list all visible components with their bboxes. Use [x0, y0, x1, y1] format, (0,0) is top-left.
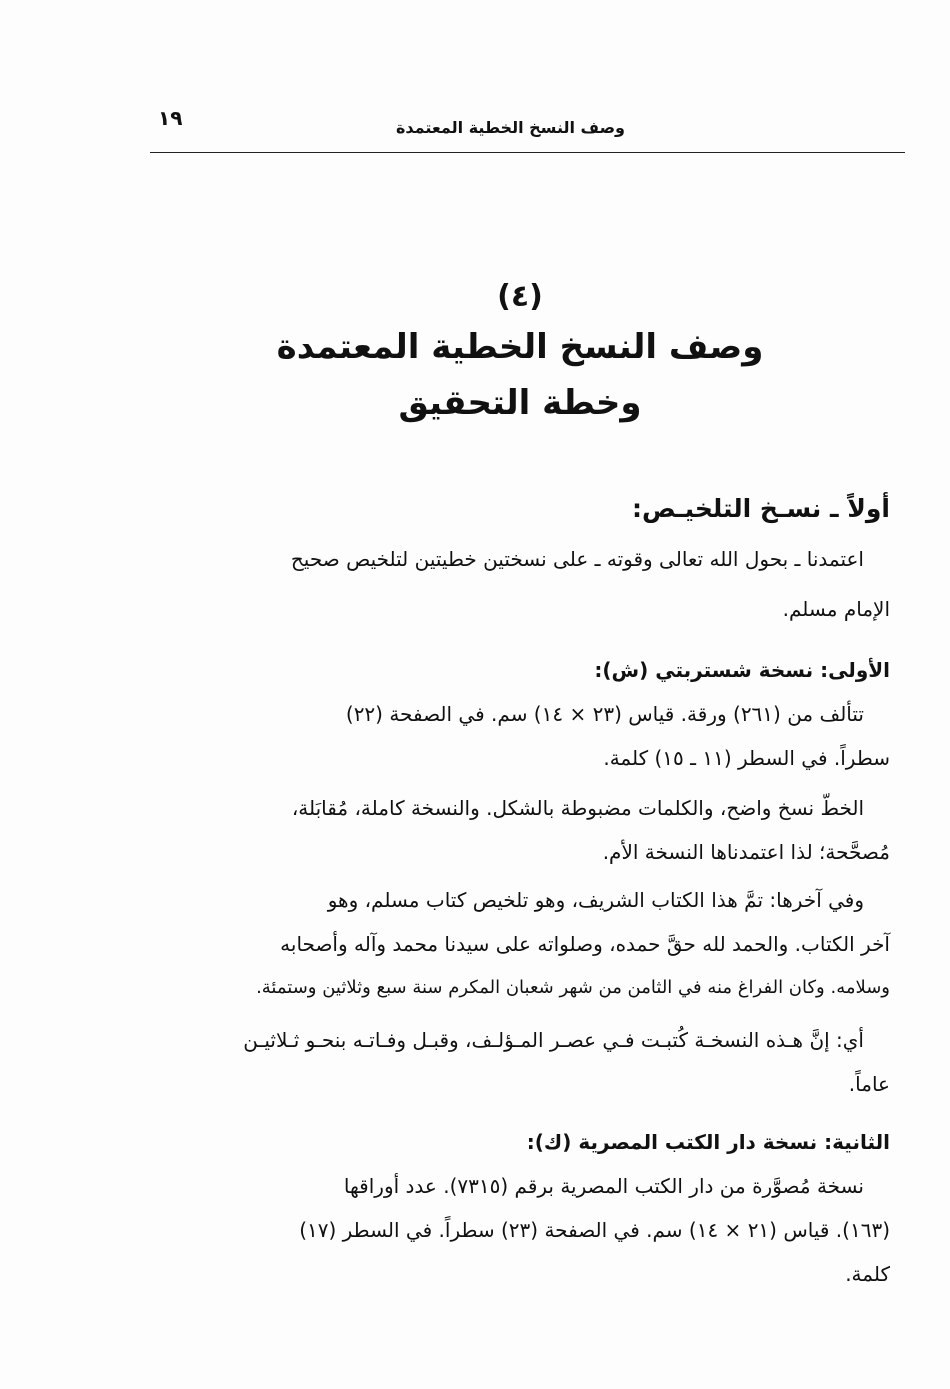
- section-first-copies: [130, 484, 890, 634]
- paragraph-line: نسخة مُصوَّرة من دار الكتب المصرية برقم (٧٣١٥). عدد أوراقها: [343, 1174, 864, 1198]
- chapter-number: (٤): [497, 279, 543, 314]
- paragraph-line: الخطّ نسخ واضح، والكلمات مضبوطة بالشكل. والنسخة كاملة، مُقابَلة،: [291, 796, 864, 820]
- paragraph-line: وسلامه. وكان الفراغ منه في الثامن من شهر شعبان المكرم سنة سبع وثلاثين وستمئة.: [256, 977, 890, 998]
- paragraph-line: (١٦٣). قياس (٢١ × ١٤) سم. في الصفحة (٢٣) سطراً. في السطر (١٧): [299, 1218, 890, 1242]
- paragraph-line: كلمة.: [845, 1262, 890, 1286]
- first-copy-note: [130, 1018, 890, 1106]
- first-copy-description: [130, 786, 890, 874]
- paragraph-line: آخر الكتاب. والحمد لله حقَّ حمده، وصلواته على سيدنا محمد وآله وأصحابه: [280, 932, 890, 956]
- chapter-heading: [150, 275, 890, 431]
- paragraph-line: أي: إنَّ هـذه النسخـة كُتبـت فـي عصـر المـؤلـف، وقبـل وفـاتـه بنحـو ثـلاثيـن: [243, 1028, 864, 1052]
- paragraph-line: سطراً. في السطر (١١ ـ ١٥) كلمة.: [603, 746, 890, 770]
- second-copy-heading: الثانية: نسخة دار الكتب المصرية (ك):: [526, 1130, 890, 1154]
- chapter-title-line-1: وصف النسخ الخطية المعتمدة: [276, 327, 764, 367]
- first-copy-block: [130, 648, 890, 780]
- intro-line: اعتمدنا ـ بحول الله تعالى وقوته ـ على نسختين خطيتين لتلخيص صحيح: [290, 547, 864, 571]
- second-copy-block: [130, 1120, 890, 1296]
- running-header: [150, 100, 905, 153]
- paragraph-line: وفي آخرها: تمَّ هذا الكتاب الشريف، وهو تلخيص كتاب مسلم، وهو: [327, 888, 864, 912]
- intro-line: الإمام مسلم.: [782, 597, 890, 621]
- first-copy-heading: الأولى: نسخة شستربتي (ش):: [594, 658, 890, 682]
- page-number: ١٩: [158, 106, 183, 130]
- chapter-title-line-2: وخطة التحقيق: [398, 383, 642, 423]
- paragraph-line: مُصحَّحة؛ لذا اعتمدناها النسخة الأم.: [602, 840, 890, 864]
- running-title: وصف النسخ الخطية المعتمدة: [395, 118, 625, 137]
- first-copy-colophon: [130, 878, 890, 1010]
- paragraph-line: تتألف من (٢٦١) ورقة. قياس (٢٣ × ١٤) سم. في الصفحة (٢٢): [345, 702, 864, 726]
- section-heading: أولاً ـ نسـخ التلخيـص:: [631, 494, 890, 523]
- paragraph-line: عاماً.: [848, 1072, 890, 1096]
